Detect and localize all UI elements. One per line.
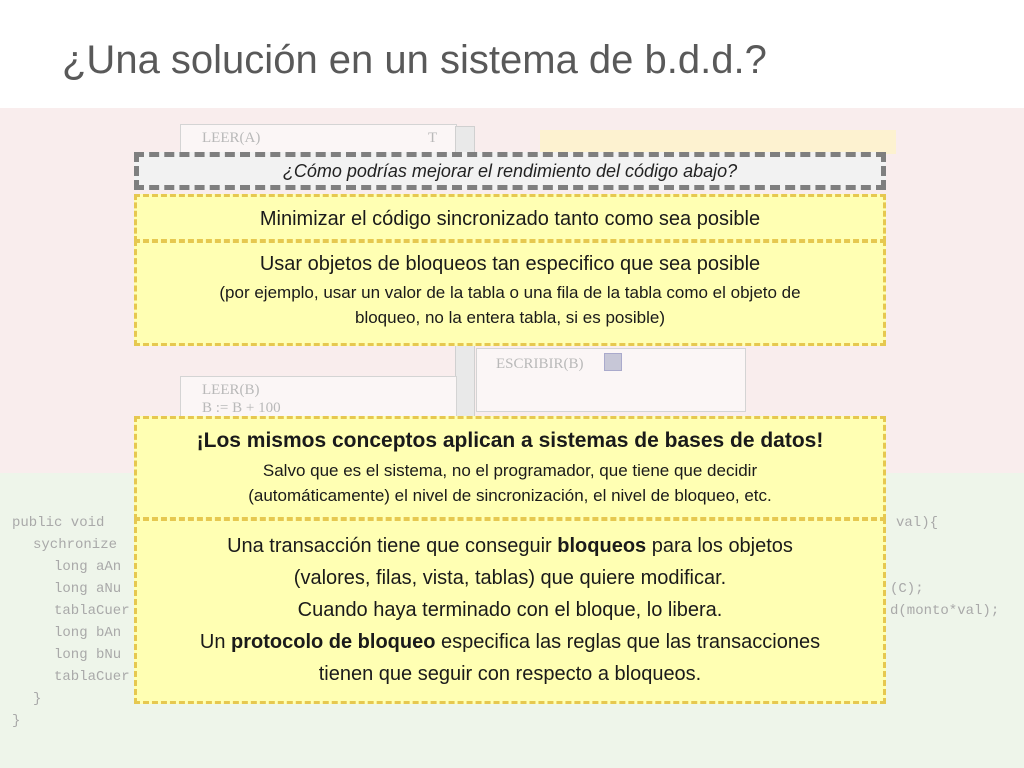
code-line-3: long aAn [54,559,122,575]
concepts-line-1: Salvo que es el sistema, no el programador, que tiene que decidir [262,461,758,480]
code-line-5: tablaCuer [54,603,130,619]
code-line-8: tablaCuer [54,669,130,685]
ghost-timeline-bottom [455,344,475,418]
ghost-highlight-box [540,130,896,154]
question-box [134,152,886,190]
answer-box-minimize [134,194,886,242]
code-line-10: } [12,713,21,729]
code-right-line-1: val){ [896,515,939,531]
ghost-op-leer-a: LEER(A) [202,130,261,146]
code-line-1: public void [12,515,105,531]
code-line-9: } [33,691,42,707]
transaction-box [134,518,886,704]
concepts-heading: ¡Los mismos conceptos aplican a sistemas de bases de datos! [196,429,824,452]
transaction-line-1: Una transacción tiene que conseguir bloqueos para los objetos [227,535,793,557]
code-line-2: sychronize [33,537,118,553]
answer-specific-detail-1: (por ejemplo, usar un valor de la tabla o una fila de la tabla como el objeto de [219,283,801,302]
question-text: ¿Cómo podrías mejorar el rendimiento del código abajo? [282,161,738,181]
transaction-line-5: tienen que seguir con respecto a bloqueos. [318,663,702,685]
ghost-op-leer-b: LEER(B) [202,382,260,398]
code-line-4: long aNu [54,581,122,597]
answer-specific-main: Usar objetos de bloqueos tan especifico que sea posible [259,253,761,275]
answer-minimize-text: Minimizar el código sincronizado tanto como sea posible [259,208,761,230]
ghost-t-label: T [428,130,438,146]
answer-specific-detail-2: bloqueo, no la entera tabla, si es posible) [355,308,665,327]
slide-title: ¿Una solución en un sistema de b.d.d.? [62,38,767,82]
ghost-op-b-assign: B := B + 100 [202,400,281,416]
transaction-line-2: (valores, filas, vista, tablas) que quiere modificar. [293,567,727,589]
keyword-protocolo-de-bloqueo: protocolo de bloqueo [231,631,436,653]
code-right-line-3: d(monto*val); [890,603,1000,619]
keyword-bloqueos: bloqueos [557,535,647,557]
save-disk-icon [604,353,622,371]
code-line-7: long bNu [54,647,122,663]
transaction-line-4: Un protocolo de bloqueo especifica las reglas que las transacciones [199,631,821,653]
code-right-line-2: (C); [890,581,924,597]
concepts-line-2: (automáticamente) el nivel de sincronización, el nivel de bloqueo, etc. [248,486,772,505]
code-line-6: long bAn [54,625,122,641]
ghost-op-escribir-b: ESCRIBIR(B) [496,356,584,372]
answer-box-specific-locks [134,240,886,346]
concepts-box [134,416,886,520]
transaction-line-3: Cuando haya terminado con el bloque, lo libera. [297,599,723,621]
